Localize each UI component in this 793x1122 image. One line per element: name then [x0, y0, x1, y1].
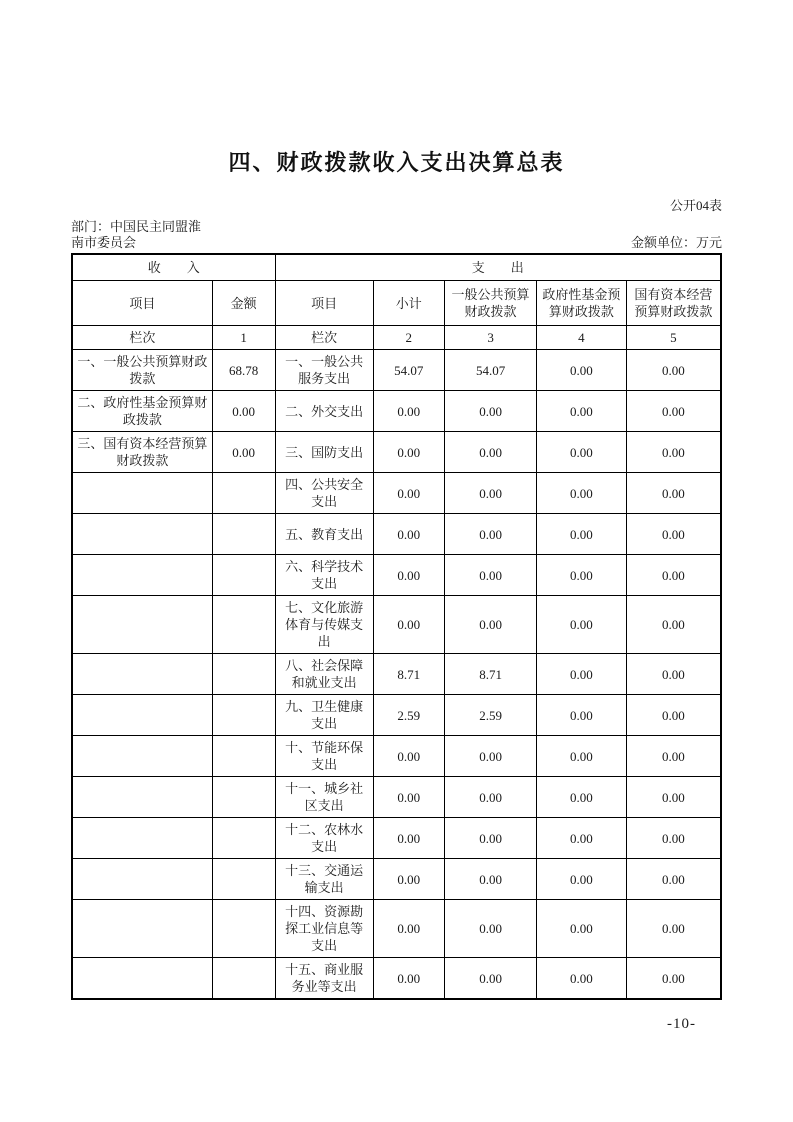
index-cell: 5 — [626, 326, 721, 350]
expense-item-cell: 十五、商业服务业等支出 — [275, 958, 373, 1000]
state-capital-cell: 0.00 — [626, 777, 721, 818]
state-capital-cell: 0.00 — [626, 596, 721, 654]
income-section-header: 收 入 — [72, 254, 275, 281]
subtotal-cell: 0.00 — [373, 818, 444, 859]
col-header-income-item: 项目 — [72, 281, 212, 326]
expense-item-cell: 四、公共安全支出 — [275, 473, 373, 514]
table-row — [72, 654, 721, 695]
income-amount-cell — [212, 555, 275, 596]
index-cell: 栏次 — [72, 326, 212, 350]
income-item-cell — [72, 900, 212, 958]
expense-item-cell: 十一、城乡社区支出 — [275, 777, 373, 818]
department-label: 部门：中国民主同盟淮南市委员会 — [71, 219, 202, 250]
subtotal-cell: 0.00 — [373, 473, 444, 514]
general-budget-cell: 8.71 — [444, 654, 536, 695]
col-header-subtotal: 小计 — [373, 281, 444, 326]
income-amount-cell — [212, 596, 275, 654]
page-number: -10- — [667, 1016, 696, 1032]
state-capital-cell: 0.00 — [626, 900, 721, 958]
table-row — [72, 900, 721, 958]
general-budget-cell: 0.00 — [444, 736, 536, 777]
gov-fund-cell: 0.00 — [537, 514, 627, 555]
income-item-cell: 一、一般公共预算财政拨款 — [72, 350, 212, 391]
expense-item-cell: 五、教育支出 — [275, 514, 373, 555]
state-capital-cell: 0.00 — [626, 818, 721, 859]
subtotal-cell: 54.07 — [373, 350, 444, 391]
gov-fund-cell: 0.00 — [537, 432, 627, 473]
state-capital-cell: 0.00 — [626, 958, 721, 1000]
table-row — [72, 818, 721, 859]
expense-item-cell: 十四、资源勘探工业信息等支出 — [275, 900, 373, 958]
gov-fund-cell: 0.00 — [537, 900, 627, 958]
subtotal-cell: 0.00 — [373, 736, 444, 777]
expense-item-cell: 三、国防支出 — [275, 432, 373, 473]
col-header-expense-item: 项目 — [275, 281, 373, 326]
general-budget-cell: 0.00 — [444, 555, 536, 596]
col-header-gov-fund: 政府性基金预算财政拨款 — [537, 281, 627, 326]
general-budget-cell: 54.07 — [444, 350, 536, 391]
general-budget-cell: 2.59 — [444, 695, 536, 736]
state-capital-cell: 0.00 — [626, 514, 721, 555]
table-code-label: 公开04表 — [669, 198, 722, 213]
subtotal-cell: 0.00 — [373, 555, 444, 596]
gov-fund-cell: 0.00 — [537, 818, 627, 859]
general-budget-cell: 0.00 — [444, 900, 536, 958]
table-row — [72, 736, 721, 777]
income-amount-cell — [212, 473, 275, 514]
table-row — [72, 695, 721, 736]
state-capital-cell: 0.00 — [626, 695, 721, 736]
expense-item-cell: 二、外交支出 — [275, 391, 373, 432]
expense-item-cell: 十、节能环保支出 — [275, 736, 373, 777]
income-item-cell — [72, 818, 212, 859]
subtotal-cell: 0.00 — [373, 777, 444, 818]
income-item-cell — [72, 473, 212, 514]
gov-fund-cell: 0.00 — [537, 859, 627, 900]
table-row — [72, 555, 721, 596]
meta-row — [71, 219, 722, 251]
table-row — [72, 514, 721, 555]
income-item-cell — [72, 596, 212, 654]
general-budget-cell: 0.00 — [444, 514, 536, 555]
table-row — [72, 859, 721, 900]
unit-label: 金额单位：万元 — [630, 235, 722, 250]
state-capital-cell: 0.00 — [626, 391, 721, 432]
income-amount-cell — [212, 818, 275, 859]
income-item-cell — [72, 695, 212, 736]
table-row — [72, 777, 721, 818]
state-capital-cell: 0.00 — [626, 859, 721, 900]
expense-item-cell: 九、卫生健康支出 — [275, 695, 373, 736]
income-amount-cell: 0.00 — [212, 432, 275, 473]
subtotal-cell: 0.00 — [373, 958, 444, 1000]
gov-fund-cell: 0.00 — [537, 391, 627, 432]
subtotal-cell: 0.00 — [373, 900, 444, 958]
income-item-cell — [72, 514, 212, 555]
general-budget-cell: 0.00 — [444, 818, 536, 859]
gov-fund-cell: 0.00 — [537, 958, 627, 1000]
section-header-row — [72, 254, 721, 281]
income-item-cell — [72, 958, 212, 1000]
subtotal-cell: 0.00 — [373, 596, 444, 654]
state-capital-cell: 0.00 — [626, 555, 721, 596]
expense-item-cell: 八、社会保障和就业支出 — [275, 654, 373, 695]
income-amount-cell — [212, 736, 275, 777]
income-amount-cell — [212, 900, 275, 958]
fiscal-appropriation-table — [71, 253, 722, 1000]
expense-item-cell: 十三、交通运输支出 — [275, 859, 373, 900]
index-cell: 4 — [537, 326, 627, 350]
income-item-cell: 三、国有资本经营预算财政拨款 — [72, 432, 212, 473]
table-row — [72, 596, 721, 654]
income-amount-cell: 0.00 — [212, 391, 275, 432]
general-budget-cell: 0.00 — [444, 391, 536, 432]
income-amount-cell: 68.78 — [212, 350, 275, 391]
state-capital-cell: 0.00 — [626, 432, 721, 473]
page-title: 四、财政拨款收入支出决算总表 — [228, 150, 565, 175]
state-capital-cell: 0.00 — [626, 473, 721, 514]
gov-fund-cell: 0.00 — [537, 350, 627, 391]
general-budget-cell: 0.00 — [444, 473, 536, 514]
income-amount-cell — [212, 859, 275, 900]
gov-fund-cell: 0.00 — [537, 777, 627, 818]
column-index-row — [72, 326, 721, 350]
table-row — [72, 958, 721, 1000]
subtotal-cell: 0.00 — [373, 432, 444, 473]
col-header-general-budget: 一般公共预算财政拨款 — [444, 281, 536, 326]
subtotal-cell: 0.00 — [373, 514, 444, 555]
table-row — [72, 391, 721, 432]
gov-fund-cell: 0.00 — [537, 555, 627, 596]
subtotal-cell: 0.00 — [373, 391, 444, 432]
income-amount-cell — [212, 958, 275, 1000]
income-amount-cell — [212, 777, 275, 818]
income-item-cell: 二、政府性基金预算财政拨款 — [72, 391, 212, 432]
expense-item-cell: 十二、农林水支出 — [275, 818, 373, 859]
income-item-cell — [72, 654, 212, 695]
expense-item-cell: 一、一般公共服务支出 — [275, 350, 373, 391]
general-budget-cell: 0.00 — [444, 432, 536, 473]
gov-fund-cell: 0.00 — [537, 736, 627, 777]
state-capital-cell: 0.00 — [626, 350, 721, 391]
table-row — [72, 432, 721, 473]
income-amount-cell — [212, 695, 275, 736]
table-row — [72, 473, 721, 514]
expense-item-cell: 七、文化旅游体育与传媒支出 — [275, 596, 373, 654]
income-amount-cell — [212, 514, 275, 555]
income-amount-cell — [212, 654, 275, 695]
subtotal-cell: 8.71 — [373, 654, 444, 695]
general-budget-cell: 0.00 — [444, 958, 536, 1000]
income-item-cell — [72, 555, 212, 596]
index-cell: 栏次 — [275, 326, 373, 350]
state-capital-cell: 0.00 — [626, 736, 721, 777]
table-body — [72, 350, 721, 1000]
general-budget-cell: 0.00 — [444, 596, 536, 654]
gov-fund-cell: 0.00 — [537, 654, 627, 695]
col-header-state-capital: 国有资本经营预算财政拨款 — [626, 281, 721, 326]
state-capital-cell: 0.00 — [626, 654, 721, 695]
gov-fund-cell: 0.00 — [537, 695, 627, 736]
income-item-cell — [72, 859, 212, 900]
general-budget-cell: 0.00 — [444, 859, 536, 900]
expense-section-header: 支 出 — [275, 254, 721, 281]
index-cell: 1 — [212, 326, 275, 350]
index-cell: 2 — [373, 326, 444, 350]
gov-fund-cell: 0.00 — [537, 596, 627, 654]
column-header-row — [72, 281, 721, 326]
income-item-cell — [72, 777, 212, 818]
col-header-income-amount: 金额 — [212, 281, 275, 326]
general-budget-cell: 0.00 — [444, 777, 536, 818]
expense-item-cell: 六、科学技术支出 — [275, 555, 373, 596]
table-row — [72, 350, 721, 391]
subtotal-cell: 0.00 — [373, 859, 444, 900]
subtotal-cell: 2.59 — [373, 695, 444, 736]
income-item-cell — [72, 736, 212, 777]
index-cell: 3 — [444, 326, 536, 350]
gov-fund-cell: 0.00 — [537, 473, 627, 514]
